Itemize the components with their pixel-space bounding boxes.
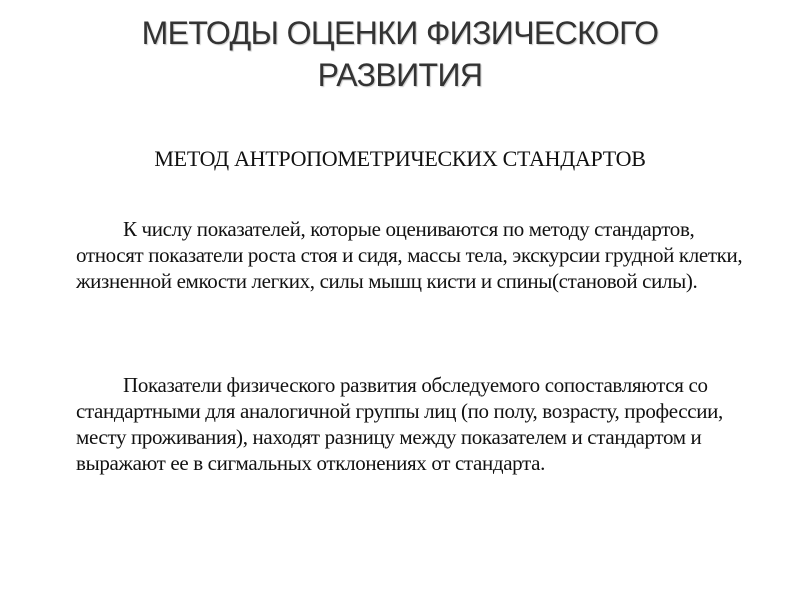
- slide-subtitle: МЕТОД АНТРОПОМЕТРИЧЕСКИХ СТАНДАРТОВ: [154, 146, 646, 171]
- slide-title: МЕТОДЫ ОЦЕНКИ ФИЗИЧЕСКОГО РАЗВИТИЯ: [141, 15, 659, 93]
- paragraph-standards-indicators: К числу показателей, которые оцениваются по методу стандартов, относят показатели роста стоя и сидя, массы тела, экскурсии грудной клетки, жизненной емкости легких, силы мышц кисти и спины(становой силы).: [76, 217, 743, 293]
- paragraph-sigma-deviations: Показатели физического развития обследуемого сопоставляются со стандартными для аналогичной группы лиц (по полу, возрасту, профессии, месту проживания), находят разницу между показателем и стандартом и выражают ее в сигмальных отклонениях от стандарта.: [76, 373, 723, 475]
